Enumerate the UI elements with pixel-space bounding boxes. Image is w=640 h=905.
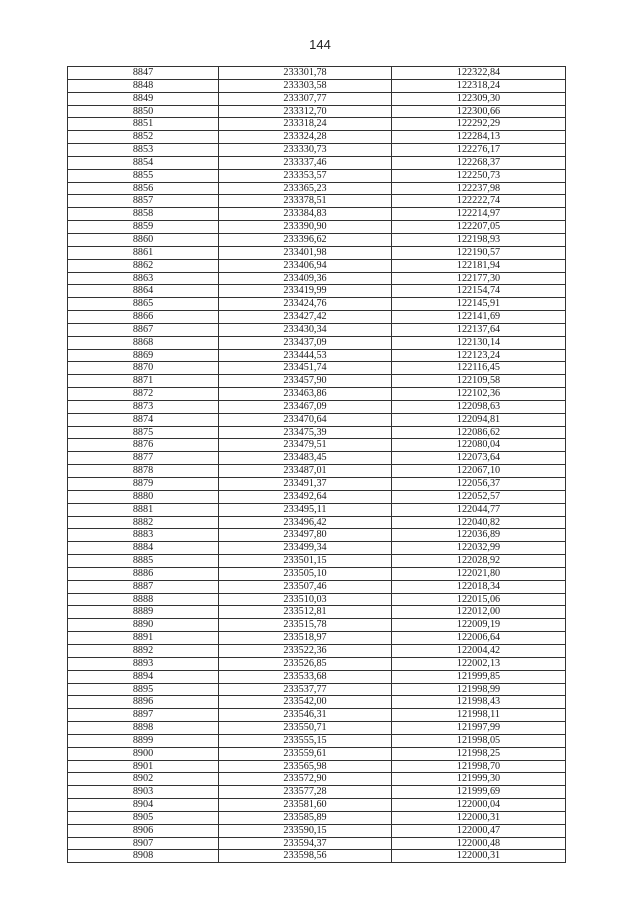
point-number-cell: 8870 xyxy=(68,362,219,375)
y-coordinate-cell: 121998,11 xyxy=(392,709,566,722)
point-number-cell: 8880 xyxy=(68,490,219,503)
x-coordinate-cell: 233401,98 xyxy=(219,246,392,259)
x-coordinate-cell: 233378,51 xyxy=(219,195,392,208)
y-coordinate-cell: 122322,84 xyxy=(392,67,566,80)
point-number-cell: 8868 xyxy=(68,336,219,349)
point-number-cell: 8872 xyxy=(68,388,219,401)
y-coordinate-cell: 122000,31 xyxy=(392,811,566,824)
point-number-cell: 8895 xyxy=(68,683,219,696)
point-number-cell: 8873 xyxy=(68,400,219,413)
point-number-cell: 8853 xyxy=(68,144,219,157)
y-coordinate-cell: 122284,13 xyxy=(392,131,566,144)
point-number-cell: 8874 xyxy=(68,413,219,426)
x-coordinate-cell: 233491,37 xyxy=(219,478,392,491)
point-number-cell: 8905 xyxy=(68,811,219,824)
x-coordinate-cell: 233424,76 xyxy=(219,298,392,311)
y-coordinate-cell: 122073,64 xyxy=(392,452,566,465)
x-coordinate-cell: 233497,80 xyxy=(219,529,392,542)
point-number-cell: 8862 xyxy=(68,259,219,272)
point-number-cell: 8889 xyxy=(68,606,219,619)
y-coordinate-cell: 122177,30 xyxy=(392,272,566,285)
x-coordinate-cell: 233537,77 xyxy=(219,683,392,696)
y-coordinate-cell: 122004,42 xyxy=(392,644,566,657)
y-coordinate-cell: 122130,14 xyxy=(392,336,566,349)
table-row xyxy=(68,555,566,568)
y-coordinate-cell: 122052,57 xyxy=(392,490,566,503)
x-coordinate-cell: 233495,11 xyxy=(219,503,392,516)
table-row xyxy=(68,131,566,144)
table-row xyxy=(68,67,566,80)
table-row xyxy=(68,195,566,208)
table-row xyxy=(68,465,566,478)
point-number-cell: 8882 xyxy=(68,516,219,529)
y-coordinate-cell: 122222,74 xyxy=(392,195,566,208)
point-number-cell: 8906 xyxy=(68,824,219,837)
table-row xyxy=(68,118,566,131)
table-row xyxy=(68,208,566,221)
x-coordinate-cell: 233427,42 xyxy=(219,311,392,324)
x-coordinate-cell: 233324,28 xyxy=(219,131,392,144)
y-coordinate-cell: 122009,19 xyxy=(392,619,566,632)
point-number-cell: 8896 xyxy=(68,696,219,709)
x-coordinate-cell: 233353,57 xyxy=(219,169,392,182)
y-coordinate-cell: 122002,13 xyxy=(392,657,566,670)
table-row xyxy=(68,105,566,118)
y-coordinate-cell: 122137,64 xyxy=(392,323,566,336)
y-coordinate-cell: 122036,89 xyxy=(392,529,566,542)
y-coordinate-cell: 122067,10 xyxy=(392,465,566,478)
table-row xyxy=(68,837,566,850)
table-row xyxy=(68,606,566,619)
x-coordinate-cell: 233522,36 xyxy=(219,644,392,657)
point-number-cell: 8852 xyxy=(68,131,219,144)
x-coordinate-cell: 233365,23 xyxy=(219,182,392,195)
x-coordinate-cell: 233572,90 xyxy=(219,773,392,786)
point-number-cell: 8893 xyxy=(68,657,219,670)
x-coordinate-cell: 233499,34 xyxy=(219,542,392,555)
point-number-cell: 8864 xyxy=(68,285,219,298)
x-coordinate-cell: 233492,64 xyxy=(219,490,392,503)
point-number-cell: 8871 xyxy=(68,375,219,388)
table-row xyxy=(68,388,566,401)
table-row xyxy=(68,811,566,824)
x-coordinate-cell: 233467,09 xyxy=(219,400,392,413)
point-number-cell: 8855 xyxy=(68,169,219,182)
x-coordinate-cell: 233590,15 xyxy=(219,824,392,837)
y-coordinate-cell: 122276,17 xyxy=(392,144,566,157)
x-coordinate-cell: 233396,62 xyxy=(219,233,392,246)
point-number-cell: 8879 xyxy=(68,478,219,491)
x-coordinate-cell: 233594,37 xyxy=(219,837,392,850)
point-number-cell: 8907 xyxy=(68,837,219,850)
point-number-cell: 8894 xyxy=(68,670,219,683)
x-coordinate-cell: 233585,89 xyxy=(219,811,392,824)
y-coordinate-cell: 121998,43 xyxy=(392,696,566,709)
table-row xyxy=(68,734,566,747)
point-number-cell: 8901 xyxy=(68,760,219,773)
x-coordinate-cell: 233512,81 xyxy=(219,606,392,619)
y-coordinate-cell: 122006,64 xyxy=(392,632,566,645)
table-row xyxy=(68,323,566,336)
x-coordinate-cell: 233307,77 xyxy=(219,92,392,105)
point-number-cell: 8859 xyxy=(68,221,219,234)
x-coordinate-cell: 233451,74 xyxy=(219,362,392,375)
x-coordinate-cell: 233318,24 xyxy=(219,118,392,131)
y-coordinate-cell: 122145,91 xyxy=(392,298,566,311)
table-row xyxy=(68,79,566,92)
y-coordinate-cell: 122190,57 xyxy=(392,246,566,259)
table-row xyxy=(68,722,566,735)
coordinates-table xyxy=(67,66,566,863)
y-coordinate-cell: 122000,48 xyxy=(392,837,566,850)
x-coordinate-cell: 233457,90 xyxy=(219,375,392,388)
x-coordinate-cell: 233501,15 xyxy=(219,555,392,568)
x-coordinate-cell: 233577,28 xyxy=(219,786,392,799)
point-number-cell: 8899 xyxy=(68,734,219,747)
table-row xyxy=(68,580,566,593)
y-coordinate-cell: 122154,74 xyxy=(392,285,566,298)
y-coordinate-cell: 122028,92 xyxy=(392,555,566,568)
x-coordinate-cell: 233312,70 xyxy=(219,105,392,118)
x-coordinate-cell: 233470,64 xyxy=(219,413,392,426)
table-row xyxy=(68,760,566,773)
point-number-cell: 8903 xyxy=(68,786,219,799)
point-number-cell: 8902 xyxy=(68,773,219,786)
table-row xyxy=(68,144,566,157)
x-coordinate-cell: 233598,56 xyxy=(219,850,392,863)
x-coordinate-cell: 233409,36 xyxy=(219,272,392,285)
y-coordinate-cell: 121999,85 xyxy=(392,670,566,683)
table-row xyxy=(68,824,566,837)
table-row xyxy=(68,426,566,439)
table-row xyxy=(68,233,566,246)
table-row xyxy=(68,439,566,452)
table-row xyxy=(68,490,566,503)
y-coordinate-cell: 121998,05 xyxy=(392,734,566,747)
y-coordinate-cell: 122056,37 xyxy=(392,478,566,491)
table-row xyxy=(68,311,566,324)
y-coordinate-cell: 122040,82 xyxy=(392,516,566,529)
y-coordinate-cell: 122268,37 xyxy=(392,156,566,169)
table-row xyxy=(68,259,566,272)
table-row xyxy=(68,683,566,696)
table-row xyxy=(68,516,566,529)
y-coordinate-cell: 122000,31 xyxy=(392,850,566,863)
x-coordinate-cell: 233518,97 xyxy=(219,632,392,645)
table-row xyxy=(68,413,566,426)
y-coordinate-cell: 122214,97 xyxy=(392,208,566,221)
x-coordinate-cell: 233330,73 xyxy=(219,144,392,157)
y-coordinate-cell: 122116,45 xyxy=(392,362,566,375)
table-row xyxy=(68,657,566,670)
point-number-cell: 8854 xyxy=(68,156,219,169)
y-coordinate-cell: 121998,70 xyxy=(392,760,566,773)
x-coordinate-cell: 233507,46 xyxy=(219,580,392,593)
y-coordinate-cell: 122250,73 xyxy=(392,169,566,182)
point-number-cell: 8888 xyxy=(68,593,219,606)
point-number-cell: 8866 xyxy=(68,311,219,324)
table-row xyxy=(68,285,566,298)
x-coordinate-cell: 233444,53 xyxy=(219,349,392,362)
y-coordinate-cell: 121999,30 xyxy=(392,773,566,786)
point-number-cell: 8885 xyxy=(68,555,219,568)
table-row xyxy=(68,709,566,722)
page-number: 144 xyxy=(309,37,331,52)
point-number-cell: 8904 xyxy=(68,799,219,812)
point-number-cell: 8858 xyxy=(68,208,219,221)
y-coordinate-cell: 122181,94 xyxy=(392,259,566,272)
y-coordinate-cell: 122123,24 xyxy=(392,349,566,362)
point-number-cell: 8877 xyxy=(68,452,219,465)
x-coordinate-cell: 233550,71 xyxy=(219,722,392,735)
table-row xyxy=(68,362,566,375)
y-coordinate-cell: 122207,05 xyxy=(392,221,566,234)
y-coordinate-cell: 122109,58 xyxy=(392,375,566,388)
x-coordinate-cell: 233515,78 xyxy=(219,619,392,632)
x-coordinate-cell: 233487,01 xyxy=(219,465,392,478)
table-row xyxy=(68,336,566,349)
y-coordinate-cell: 122044,77 xyxy=(392,503,566,516)
x-coordinate-cell: 233483,45 xyxy=(219,452,392,465)
x-coordinate-cell: 233533,68 xyxy=(219,670,392,683)
x-coordinate-cell: 233559,61 xyxy=(219,747,392,760)
point-number-cell: 8863 xyxy=(68,272,219,285)
point-number-cell: 8878 xyxy=(68,465,219,478)
point-number-cell: 8869 xyxy=(68,349,219,362)
y-coordinate-cell: 122237,98 xyxy=(392,182,566,195)
x-coordinate-cell: 233406,94 xyxy=(219,259,392,272)
point-number-cell: 8865 xyxy=(68,298,219,311)
point-number-cell: 8850 xyxy=(68,105,219,118)
table-row xyxy=(68,503,566,516)
point-number-cell: 8887 xyxy=(68,580,219,593)
point-number-cell: 8867 xyxy=(68,323,219,336)
y-coordinate-cell: 122102,36 xyxy=(392,388,566,401)
y-coordinate-cell: 122015,06 xyxy=(392,593,566,606)
x-coordinate-cell: 233419,99 xyxy=(219,285,392,298)
table-row xyxy=(68,542,566,555)
x-coordinate-cell: 233479,51 xyxy=(219,439,392,452)
x-coordinate-cell: 233463,86 xyxy=(219,388,392,401)
y-coordinate-cell: 122018,34 xyxy=(392,580,566,593)
point-number-cell: 8876 xyxy=(68,439,219,452)
x-coordinate-cell: 233581,60 xyxy=(219,799,392,812)
y-coordinate-cell: 122094,81 xyxy=(392,413,566,426)
table-row xyxy=(68,593,566,606)
point-number-cell: 8881 xyxy=(68,503,219,516)
point-number-cell: 8875 xyxy=(68,426,219,439)
y-coordinate-cell: 122000,04 xyxy=(392,799,566,812)
y-coordinate-cell: 121999,69 xyxy=(392,786,566,799)
table-row xyxy=(68,619,566,632)
y-coordinate-cell: 122141,69 xyxy=(392,311,566,324)
table-row xyxy=(68,747,566,760)
x-coordinate-cell: 233390,90 xyxy=(219,221,392,234)
table-row xyxy=(68,349,566,362)
table-row xyxy=(68,773,566,786)
point-number-cell: 8883 xyxy=(68,529,219,542)
table-row xyxy=(68,375,566,388)
table-row xyxy=(68,529,566,542)
y-coordinate-cell: 122198,93 xyxy=(392,233,566,246)
table-row xyxy=(68,670,566,683)
x-coordinate-cell: 233303,58 xyxy=(219,79,392,92)
point-number-cell: 8892 xyxy=(68,644,219,657)
table-row xyxy=(68,632,566,645)
y-coordinate-cell: 122098,63 xyxy=(392,400,566,413)
point-number-cell: 8847 xyxy=(68,67,219,80)
y-coordinate-cell: 122021,80 xyxy=(392,567,566,580)
table-row xyxy=(68,156,566,169)
x-coordinate-cell: 233510,03 xyxy=(219,593,392,606)
y-coordinate-cell: 121998,25 xyxy=(392,747,566,760)
y-coordinate-cell: 122012,00 xyxy=(392,606,566,619)
point-number-cell: 8861 xyxy=(68,246,219,259)
x-coordinate-cell: 233546,31 xyxy=(219,709,392,722)
table-row xyxy=(68,452,566,465)
table-row xyxy=(68,298,566,311)
table-row xyxy=(68,182,566,195)
y-coordinate-cell: 122309,30 xyxy=(392,92,566,105)
table-row xyxy=(68,246,566,259)
table-row xyxy=(68,92,566,105)
x-coordinate-cell: 233496,42 xyxy=(219,516,392,529)
table-row xyxy=(68,221,566,234)
point-number-cell: 8900 xyxy=(68,747,219,760)
point-number-cell: 8898 xyxy=(68,722,219,735)
point-number-cell: 8851 xyxy=(68,118,219,131)
table-row xyxy=(68,696,566,709)
x-coordinate-cell: 233505,10 xyxy=(219,567,392,580)
table-row xyxy=(68,786,566,799)
point-number-cell: 8860 xyxy=(68,233,219,246)
y-coordinate-cell: 122318,24 xyxy=(392,79,566,92)
point-number-cell: 8886 xyxy=(68,567,219,580)
table-row xyxy=(68,567,566,580)
y-coordinate-cell: 122080,04 xyxy=(392,439,566,452)
y-coordinate-cell: 121997,99 xyxy=(392,722,566,735)
x-coordinate-cell: 233384,83 xyxy=(219,208,392,221)
table-row xyxy=(68,799,566,812)
point-number-cell: 8891 xyxy=(68,632,219,645)
point-number-cell: 8908 xyxy=(68,850,219,863)
y-coordinate-cell: 122300,66 xyxy=(392,105,566,118)
x-coordinate-cell: 233526,85 xyxy=(219,657,392,670)
x-coordinate-cell: 233437,09 xyxy=(219,336,392,349)
point-number-cell: 8849 xyxy=(68,92,219,105)
point-number-cell: 8890 xyxy=(68,619,219,632)
point-number-cell: 8856 xyxy=(68,182,219,195)
x-coordinate-cell: 233301,78 xyxy=(219,67,392,80)
point-number-cell: 8848 xyxy=(68,79,219,92)
table-row xyxy=(68,478,566,491)
table-row xyxy=(68,169,566,182)
x-coordinate-cell: 233542,00 xyxy=(219,696,392,709)
table-row xyxy=(68,644,566,657)
x-coordinate-cell: 233555,15 xyxy=(219,734,392,747)
x-coordinate-cell: 233430,34 xyxy=(219,323,392,336)
point-number-cell: 8897 xyxy=(68,709,219,722)
y-coordinate-cell: 122086,62 xyxy=(392,426,566,439)
table-row xyxy=(68,272,566,285)
y-coordinate-cell: 122032,99 xyxy=(392,542,566,555)
point-number-cell: 8884 xyxy=(68,542,219,555)
coordinates-table-body xyxy=(68,67,566,863)
point-number-cell: 8857 xyxy=(68,195,219,208)
table-row xyxy=(68,400,566,413)
y-coordinate-cell: 122000,47 xyxy=(392,824,566,837)
y-coordinate-cell: 121998,99 xyxy=(392,683,566,696)
table-row xyxy=(68,850,566,863)
y-coordinate-cell: 122292,29 xyxy=(392,118,566,131)
x-coordinate-cell: 233475,39 xyxy=(219,426,392,439)
x-coordinate-cell: 233565,98 xyxy=(219,760,392,773)
x-coordinate-cell: 233337,46 xyxy=(219,156,392,169)
